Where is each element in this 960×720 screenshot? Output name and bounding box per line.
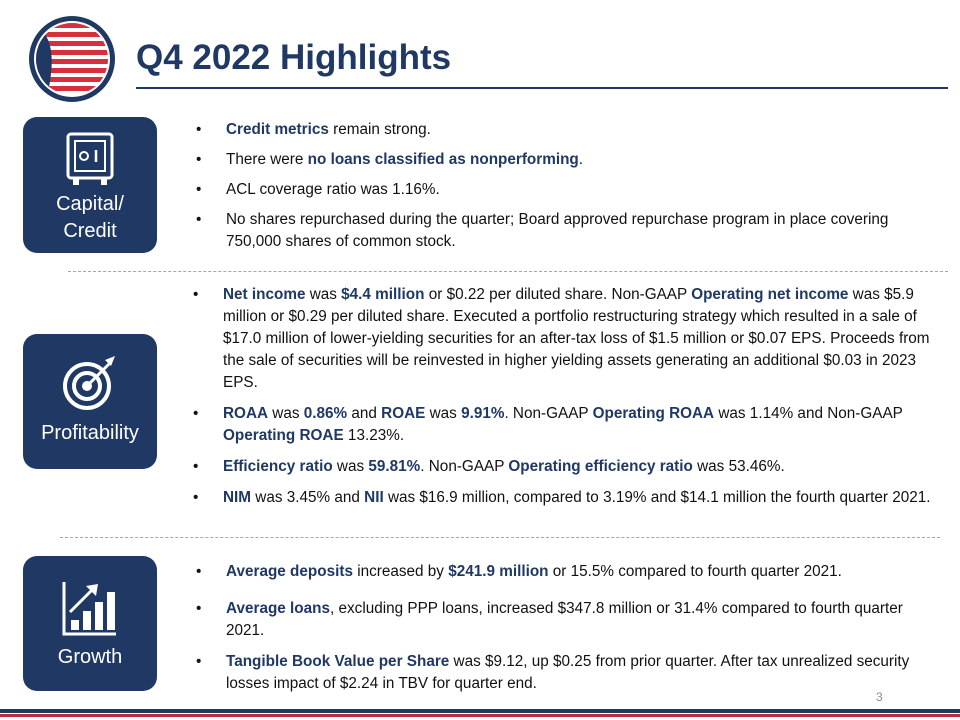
section-separator	[68, 271, 948, 272]
list-item: • There were no loans classified as nonperforming.	[196, 149, 926, 171]
list-item: • ROAA was 0.86% and ROAE was 9.91%. Non-GAAP Operating ROAA was 1.14% and Non-GAAP Operating ROAE 13.23%.	[193, 403, 933, 447]
company-logo-icon	[26, 14, 118, 104]
list-item: • ACL coverage ratio was 1.16%.	[196, 179, 926, 201]
title-underline	[136, 87, 948, 89]
profitability-bullets	[193, 284, 933, 509]
footer-bar-accent	[0, 714, 960, 717]
page-number: 3	[876, 690, 883, 704]
badge-capital-credit	[23, 117, 157, 253]
safe-icon	[65, 131, 115, 189]
list-item: • Tangible Book Value per Share was $9.12, up $0.25 from prior quarter. After tax unrealized security losses impact of $2.24 in TBV for quarter end.	[196, 651, 926, 695]
page-title: Q4 2022 Highlights	[136, 38, 452, 77]
growth-chart-icon	[60, 578, 120, 638]
badge-label: Credit	[63, 220, 117, 242]
list-item: • Efficiency ratio was 59.81%. Non-GAAP Operating efficiency ratio was 53.46%.	[193, 456, 933, 478]
list-item: • Average deposits increased by $241.9 million or 15.5% compared to fourth quarter 2021.	[196, 561, 926, 583]
badge-label: Capital/	[56, 193, 124, 215]
section-separator	[60, 537, 940, 538]
capital-credit-bullets	[196, 119, 926, 253]
list-item: • Average loans, excluding PPP loans, increased $347.8 million or 31.4% compared to fourth quarter 2021.	[196, 598, 926, 642]
list-item: • No shares repurchased during the quarter; Board approved repurchase program in place covering 750,000 shares of common stock.	[196, 209, 926, 253]
badge-growth	[23, 556, 157, 691]
list-item: • Credit metrics remain strong.	[196, 119, 926, 141]
footer-bar	[0, 709, 960, 713]
badge-label: Growth	[57, 646, 123, 668]
growth-bullets	[196, 561, 926, 695]
badge-label: Profitability	[41, 422, 139, 444]
target-icon	[59, 352, 121, 414]
list-item: • Net income was $4.4 million or $0.22 per diluted share. Non-GAAP Operating net income was $5.9 million or $0.29 per diluted share. Executed a portfolio restructuring strategy which resulted in a sale of $17.0 million of lower-yielding securities for an after-tax loss of $1.5 million or $0.07 EPS. Proceeds from the sale of securities will be reinvested in higher yielding assets generating an additional $0.03 in 2023 EPS.	[193, 284, 933, 394]
badge-profitability	[23, 334, 157, 469]
list-item: • NIM was 3.45% and NII was $16.9 million, compared to 3.19% and $14.1 million the fourth quarter 2021.	[193, 487, 933, 509]
